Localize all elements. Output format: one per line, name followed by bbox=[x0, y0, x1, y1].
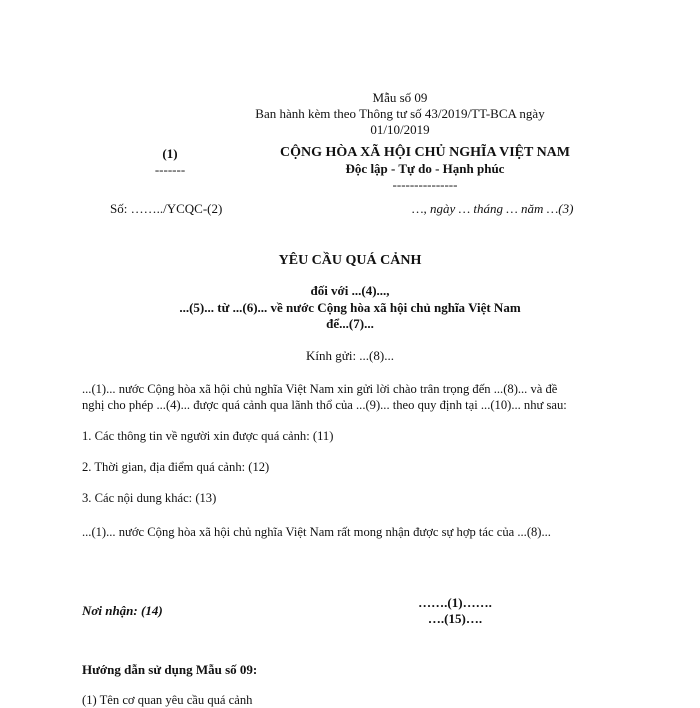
guide-heading: Hướng dẫn sử dụng Mẫu số 09: bbox=[82, 662, 258, 677]
title-line-1: đối với ...(4)..., bbox=[310, 283, 390, 298]
motto-rule: --------------- bbox=[392, 177, 458, 192]
signature-line-2: ….(15)…. bbox=[427, 611, 483, 626]
closing-paragraph: ...(1)... nước Cộng hòa xã hội chủ nghĩa Việt Nam rất mong nhận được sự hợp tác của ...(8)... bbox=[82, 525, 551, 539]
title-line-2: ...(5)... từ ...(6)... về nước Cộng hòa xã hội chủ nghĩa Việt Nam bbox=[179, 300, 521, 315]
issued-date: 01/10/2019 bbox=[370, 122, 430, 137]
agency-placeholder: (1) bbox=[162, 146, 178, 161]
item-3: 3. Các nội dung khác: (13) bbox=[82, 491, 217, 505]
signature-line-1: …….(1)……. bbox=[418, 595, 492, 610]
item-2: 2. Thời gian, địa điểm quá cảnh: (12) bbox=[82, 460, 270, 474]
agency-rule: ------- bbox=[154, 162, 186, 177]
title-line-3: để...(7)... bbox=[326, 316, 374, 331]
place-date: …, ngày … tháng … năm …(3) bbox=[412, 201, 574, 216]
document-number: Số: ……../YCQC-(2) bbox=[110, 201, 223, 216]
issued-with: Ban hành kèm theo Thông tư số 43/2019/TT-BCA ngày bbox=[255, 106, 545, 121]
motto: Độc lập - Tự do - Hạnh phúc bbox=[345, 161, 505, 176]
intro-line-1: ...(1)... nước Cộng hòa xã hội chủ nghĩa Việt Nam xin gửi lời chào trân trọng đến ...(8)... và đề bbox=[82, 382, 558, 396]
salutation: Kính gửi: ...(8)... bbox=[306, 348, 394, 363]
document-title: YÊU CẦU QUÁ CẢNH bbox=[278, 253, 422, 268]
recipients-label: Nơi nhận: (14) bbox=[82, 603, 163, 618]
form-number: Mẫu số 09 bbox=[372, 90, 428, 105]
guide-item-1: (1) Tên cơ quan yêu cầu quá cảnh bbox=[82, 693, 253, 707]
intro-line-2: nghị cho phép ...(4)... được quá cảnh qua lãnh thổ của ...(9)... theo quy định tại ...(10)... như sau: bbox=[82, 398, 567, 412]
country-name: CỘNG HÒA XÃ HỘI CHỦ NGHĨA VIỆT NAM bbox=[279, 145, 570, 160]
item-1: 1. Các thông tin về người xin được quá cảnh: (11) bbox=[82, 429, 334, 443]
